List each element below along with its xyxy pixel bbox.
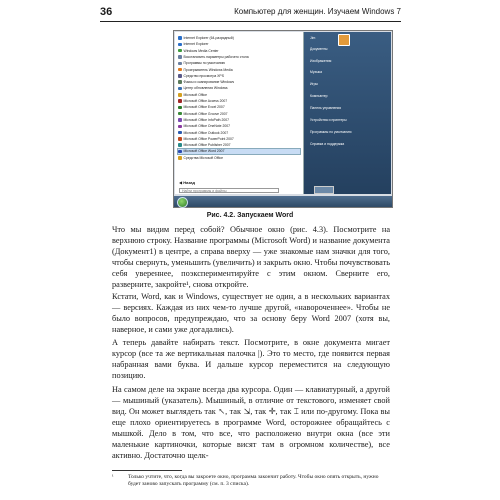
start-menu-link[interactable]: Справка и поддержка (310, 142, 345, 146)
program-list-item[interactable] (178, 42, 300, 47)
program-list-item[interactable] (178, 124, 300, 129)
program-label: Microsoft Office Access 2007 (183, 99, 228, 103)
program-icon (178, 125, 182, 129)
program-list-item[interactable] (178, 156, 300, 161)
program-label: Windows Media Center (183, 48, 219, 53)
start-menu-link[interactable]: Jim (310, 36, 316, 40)
program-icon (178, 80, 182, 84)
figure-caption: Рис. 4.2. Запускаем Word (206, 212, 294, 219)
start-menu-screenshot (173, 30, 393, 208)
paragraph-3: А теперь давайте набирать текст. Посмотрите, в окне документа мигает курсор (все та же вертикальная палочка |). Это то место, где появится первая набранная вами буква. И дальше курсор переместится на следующую позицию. (112, 338, 390, 380)
start-menu-link[interactable]: Изображения (310, 59, 332, 63)
program-label: Microsoft Office Word 2007 (183, 149, 225, 154)
paragraph-4: На самом деле на экране всегда два курсора. Один — клавиатурный, а другой — мышиный (указатель). Мышиный, в отличие от текстового, изменяет свой вид. Он может выглядеть так ↖, так ⇲, так ✛, так ⌶ или по-другому. Пока вы еще плохо ориентируетесь в программе Word, осторожнее обращайтесь с мышкой. Дело в том, что все, что расположено внутри окна (все эти маленькие картиночки, которые висят там в огромном количестве), все активно. Достаточно щелк- (112, 385, 390, 460)
program-icon (178, 150, 182, 154)
program-label: Internet Explorer (183, 42, 209, 47)
program-list-item[interactable] (178, 36, 300, 41)
program-label: Microsoft Office PowerPoint 2007 (183, 136, 234, 141)
program-list-item[interactable] (178, 74, 300, 79)
page-number: 36 (100, 6, 113, 18)
program-icon (178, 49, 182, 53)
page-header (100, 6, 401, 22)
program-icon (178, 74, 182, 78)
program-list-item[interactable] (178, 118, 300, 123)
program-label: Internet Explorer (64-разрядный) (183, 36, 234, 40)
program-icon (178, 143, 182, 147)
taskbar (174, 196, 392, 207)
program-label: Факсы и сканирование Windows (183, 80, 235, 85)
program-label: Восстановить параметры рабочего стола (183, 54, 249, 59)
program-list-item[interactable] (178, 55, 300, 60)
back-label: Назад (183, 180, 196, 185)
program-label: Средство просмотра XPS (183, 73, 224, 78)
program-list-item[interactable] (178, 68, 300, 73)
program-icon (178, 55, 182, 59)
program-label: Программы по умолчанию (183, 61, 226, 66)
footnote-rule (112, 470, 182, 471)
program-icon (178, 62, 182, 66)
program-icon (178, 87, 182, 91)
footnote-mark: ¹ (112, 474, 114, 480)
program-list-item[interactable] (178, 112, 300, 117)
start-menu-link[interactable]: Панель управления (310, 106, 342, 110)
program-list-item[interactable] (178, 49, 300, 54)
program-icon (178, 93, 182, 97)
program-icon (178, 131, 182, 135)
program-list-item[interactable] (178, 99, 300, 104)
paragraph-2: Кстати, Word, как и Windows, существует не один, а в нескольких вариантах — версиях. Каждая из них чем-то лучше другой, «навороченнее». Чтобы не было вопросов, предупреждаю, что за основу беру Word 2007 (хотя вы, наверное, и сами уже догадались). (112, 292, 390, 334)
program-list-item[interactable] (178, 61, 300, 66)
program-icon (178, 36, 182, 40)
program-list-item[interactable] (178, 143, 300, 148)
start-button-icon[interactable] (177, 197, 188, 208)
program-list-item[interactable] (178, 93, 300, 98)
program-label: Microsoft Office OneNote 2007 (183, 124, 230, 129)
program-label: Проигрыватель Windows Media (183, 67, 233, 72)
program-icon (178, 156, 182, 160)
program-label: Microsoft Office Publisher 2007 (183, 143, 231, 148)
footnote-text: Только учтите, что, когда вы закроете окно, программа закончит работу. Чтобы окно опять открыть, нужно будет заново запускать программу (см. п. 3 списка). (128, 474, 379, 487)
program-list-item[interactable] (178, 149, 300, 154)
program-label: Центр обновления Windows (183, 86, 228, 91)
program-label: Microsoft Office Excel 2007 (183, 105, 225, 110)
program-icon (178, 118, 182, 122)
running-head: Компьютер для женщин. Изучаем Windows 7 (234, 7, 401, 16)
program-list-item[interactable] (178, 86, 300, 91)
start-menu-link[interactable]: Документы (310, 47, 328, 51)
start-menu-link[interactable]: Программы по умолчанию (310, 130, 352, 134)
back-link[interactable]: ◀ Назад (179, 180, 196, 185)
program-icon (178, 106, 182, 110)
program-icon (178, 99, 182, 103)
program-list-item[interactable] (178, 137, 300, 142)
program-label: Средства Microsoft Office (183, 155, 223, 160)
start-menu-link[interactable]: Музыка (310, 70, 322, 74)
program-label: Microsoft Office (183, 92, 207, 97)
program-label: Microsoft Office Groove 2007 (183, 111, 228, 116)
start-menu-right-pane (304, 32, 391, 194)
program-label: Microsoft Office InfoPath 2007 (183, 117, 230, 122)
program-icon (178, 137, 182, 141)
program-icon (178, 68, 182, 72)
start-menu-link[interactable]: Компьютер (310, 94, 328, 98)
start-menu-link[interactable]: Игры (310, 82, 318, 86)
programs-pane (175, 32, 304, 194)
shutdown-button[interactable] (314, 186, 334, 194)
program-list-item[interactable] (178, 131, 300, 136)
program-list-item[interactable] (178, 80, 300, 85)
start-menu-link[interactable]: Устройства и принтеры (310, 118, 347, 122)
program-label: Microsoft Office Outlook 2007 (183, 130, 229, 135)
program-icon (178, 112, 182, 116)
search-input[interactable]: Найти программы и файлы (179, 188, 279, 193)
program-icon (178, 43, 182, 47)
paragraph-1: Что мы видим перед собой? Обычное окно (рис. 4.3). Посмотрите на верхнюю строку. Название программы (Microsoft Word) и название документа (Документ1) в центре, а справа вверху — уже знакомые нам значки для того, чтобы свернуть, уменьшить (увеличить) и закрыть окно. Чтобы почувствовать себя увереннее, поэкспериментируйте с этим окном. Сверните его, разверните, закройте¹, снова откройте. (112, 225, 390, 289)
program-list-item[interactable] (178, 105, 300, 110)
